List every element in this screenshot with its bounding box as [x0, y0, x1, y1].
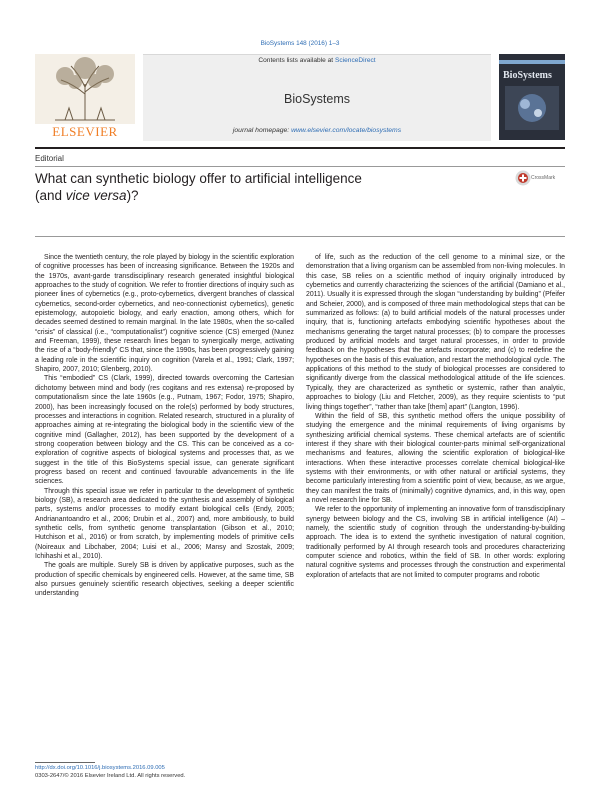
cover-title: BioSystems [503, 70, 552, 81]
article-title [35, 170, 475, 204]
cover-stripe [499, 60, 565, 64]
contents-line [143, 57, 491, 64]
paragraph: We refer to the opportunity of implementing an innovative form of transdisciplinary synergy between biology and the CS, involving SB in artificial intelligence (AI) – namely, the scientific study of cognition through the understanding-by-building approach. The idea is to extend the synthetic investigation of natural cognition, traditionally performed by AI through research tools and procedures characterizing computer science and robotics, within the field of SB. In other words: exploring natural cognitive systems and processes through the construction and experimental exploration of artefacts that are not limited to computer programs and robotic [306, 506, 565, 579]
article-type: Editorial [35, 154, 64, 163]
doi-link[interactable]: http://dx.doi.org/10.1016/j.biosystems.2016.09.005 [35, 765, 165, 771]
homepage-label: journal homepage: [232, 127, 292, 134]
body-column-left [35, 253, 294, 599]
header-rule [35, 147, 565, 149]
title-line-1: What can synthetic biology offer to artificial intelligence [35, 171, 362, 186]
crossmark-label: CrossMark [531, 175, 556, 181]
paragraph: Through this special issue we refer in particular to the development of synthetic biology (SB), a research area dedicated to the synthesis and assembly of biological parts, systems and/or processes to modify extant biological cells (Endy, 2005; Andrianantoandro et al., 2006; Drubin et al., 2007) and, more ambitiously, to build synthetic cells, from synthetic genome transplantation (Gibson et al., 2010; Hutchison et al., 2016) or from scratch, by implementing models of primitive cells (Noireaux and Libchaber, 2004; Luisi et al., 2006; Mansy and Szostak, 2009; Ichihashi et al., 2010). [35, 487, 294, 560]
title-line-2: (and vice versa)? [35, 188, 139, 203]
footer-rule [35, 762, 95, 763]
journal-citation[interactable]: BioSystems 148 (2016) 1–3 [260, 40, 340, 47]
paragraph: The goals are multiple. Surely SB is driven by applicative purposes, such as the production of specific chemicals by engineered cells. However, at the same time, SB also pursues genuinely scientific research objectives, seeking a deeper scientific understanding [35, 562, 294, 598]
cover-artwork [505, 86, 559, 130]
publisher-name: ELSEVIER [52, 124, 118, 139]
homepage-link[interactable]: www.elsevier.com/locate/biosystems [291, 127, 402, 134]
journal-cover-thumbnail [499, 54, 565, 140]
contents-prefix: Contents lists available at [258, 57, 335, 64]
paragraph: Within the field of SB, this synthetic method offers the unique possibility of studying the emergence and the minimal requirements of living organisms by synthesizing artificial chemical systems. These chemical artefacts are of scientific interest if they share with their biological counter-parts minimal self-organizational mechanisms and features, allowing the scientific exploration of biological-like interactions. When these interactive processes correlate chemical biological-like systems with their environments, or with other natural or artificial systems, they become particularly interesting from a scientific point of view, because, as we argue, they can manifest the traits of (minimally) cognitive dynamics, and, in this way, open a novel research line for SB. [306, 412, 565, 504]
journal-name: BioSystems [284, 92, 350, 106]
paragraph: Since the twentieth century, the role played by biology in the scientific exploration of cognitive processes has been of increasing significance. Between the 1920s and the 1970s, avant-garde transdisciplinary research generated insightful biological approaches to the study of cognition. We refer to frontier directions of inquiry such as pioneer lines of cybernetics (e.g., proto-cybernetics, divergent branches of classical cybernetics, second-order cybernetics, and neo-connectionist cybernetics), genetic epistemology, autopoietic biology, and early enaction, among others, which for decades seemed destined to remain marginal. In the late 1980s, when the so-called “crisis” of classical (i.e., “computationalist”) cognitive science (CS) emerged (Nunez and Freeman, 1999), these research lines began to synergically merge, activating the rise of a “body-friendly” CS that, since the 1990s, has been progressively gaining a leading role in the scientific inquiry on cognition (Varela et al., 1991; Clark, 1997; Shapiro, 2007, 2010; Glenberg, 2010). [35, 254, 294, 374]
paragraph: This “embodied” CS (Clark, 1999), directed towards overcoming the Cartesian dichotomy between mind and body (res cogitans and res extensa) re-proposed by computationalism since the late 1960s (e.g., Putnam, 1967; Fodor, 1975; Shapiro, 2000), has been increasingly focused on the role(s) performed by body structures, processes and interactions in cognition. Related research, structured in a plurality of approaches aiming at re-integrating the biological body in the scientific view of the cognitive mind (Gallagher, 2012), has been supported by the development of a strong cooperation between biology and the CS. This can be conceived as a co-exploration of cognitive aspects of biological systems and processes that, as we suggest in the title of this BioSystems special issue, can generate significant progress based on recent and continued favourable advancements in the life sciences. [35, 375, 294, 486]
journal-homepage [143, 127, 491, 134]
section-rule [35, 166, 565, 167]
crossmark-icon [515, 170, 531, 186]
sciencedirect-link[interactable]: ScienceDirect [334, 57, 376, 64]
abstract-rule [35, 236, 565, 237]
paragraph: of life, such as the reduction of the cell genome to a minimal size, or the demonstration that a living organism can be assembled from non-living molecules. In this case, SB relies on a scientific method of inquiry originally introduced by cybernetics and currently characterizing the sciences of the artificial (Damiano et al., 2011). Usually it is expressed through the slogan “understanding by building” (Pfeifer and Scheier, 2000), and is composed of three main methodological steps that can be summarized as follows: (a) to build artificial models of the natural processes under inquiry, that is, functioning artefacts embodying scientific hypotheses about the mechanisms generating the target natural processes; (b) to compare the processes produced by artificial models and target natural processes, in order to provide feedback on the hypotheses that the artefacts incorporate; and (c) to redefine the hypotheses on the basis of this evaluation, and restart the methodological cycle. The applications of this method to the study of biological processes are considered to significantly diverge from the classical methodological attitude of the life sciences. Typically, they are characterized as synthetic or systemic, rather than analytic, approaches to biology (Liu and Fletcher, 2009), as they require scientists to “put living things together”, “rather than take [them] apart” (Langton, 1996). [306, 254, 565, 411]
body-column-right [306, 253, 565, 580]
copyright-line: 0303-2647/© 2016 Elsevier Ireland Ltd. All rights reserved. [35, 773, 186, 779]
